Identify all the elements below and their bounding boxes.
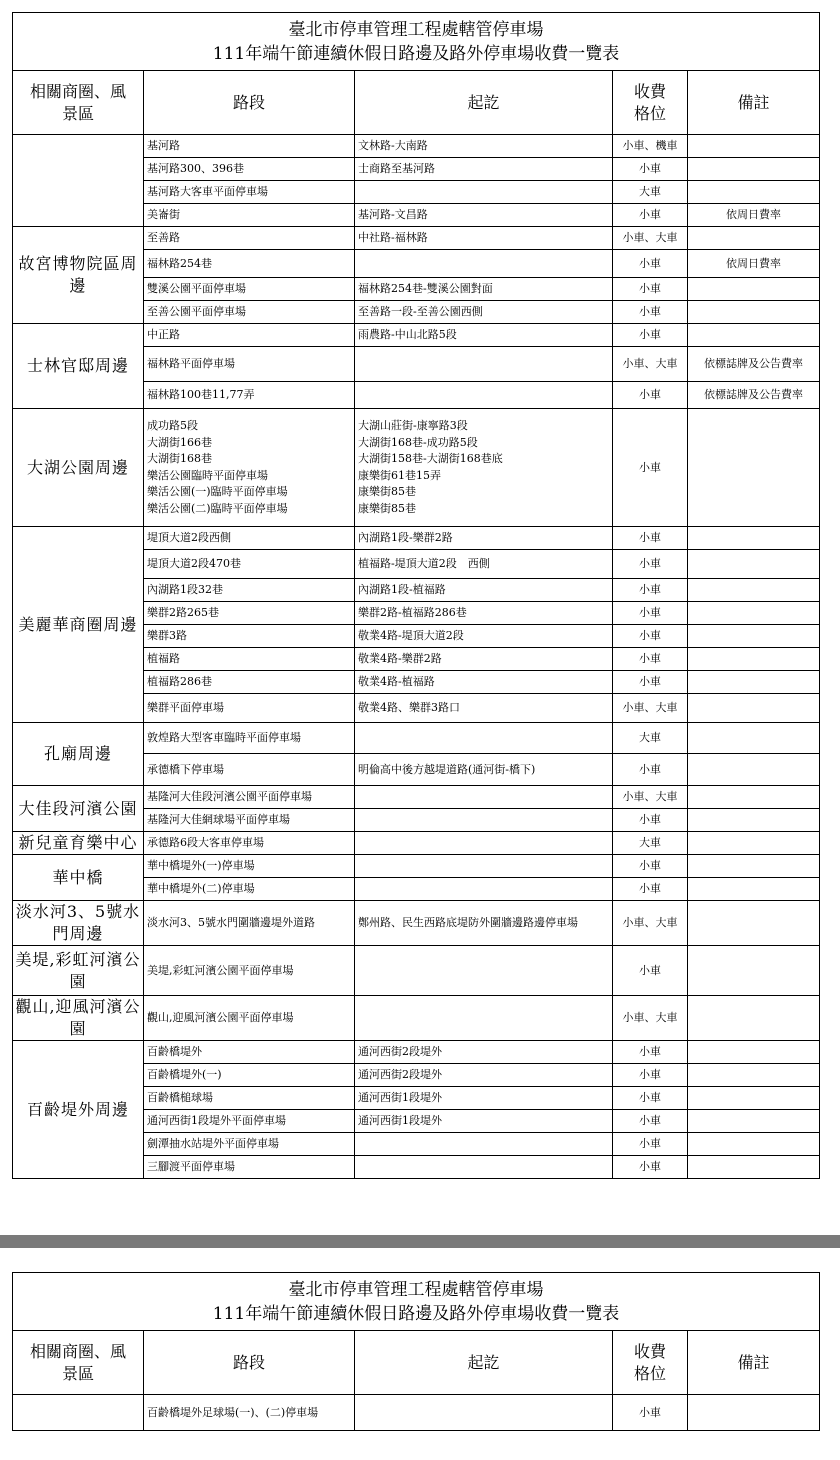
note-cell [688,625,820,648]
road-cell [144,409,355,527]
fee-cell: 大車 [613,832,688,855]
note-cell [688,602,820,625]
range-cell: 植福路-堤頂大道2段 西側 [355,550,613,579]
note-cell [688,809,820,832]
fee-cell: 小車 [613,409,688,527]
fee-cell: 小車 [613,301,688,324]
note-cell [688,527,820,550]
road-cell: 植福路 [144,648,355,671]
area-cell: 美麗華商圈周邊 [13,527,144,723]
note-cell [688,579,820,602]
range-cell: 敬業4路-堤頂大道2段 [355,625,613,648]
fee-cell: 小車 [613,625,688,648]
area-cell: 淡水河3、5號水門周邊 [13,901,144,946]
road-cell: 美堤,彩虹河濱公園平面停車場 [144,946,355,996]
range-cell: 通河西街1段堤外 [355,1110,613,1133]
fee-cell: 小車 [613,527,688,550]
title-line-2: 111年端午節連續休假日路邊及路外停車場收費一覽表 [212,1303,620,1324]
table-row [13,786,820,809]
fee-cell: 大車 [613,723,688,754]
area-cell [13,1395,144,1431]
range-cell [355,347,613,382]
range-cell: 文林路-大南路 [355,135,613,158]
title-row [13,1273,820,1331]
area-cell: 觀山,迎風河濱公園 [13,996,144,1041]
note-cell [688,324,820,347]
area-cell: 故宮博物院區周邊 [13,227,144,324]
road-cell: 百齡橋堤外足球場(一)、(二)停車場 [144,1395,355,1431]
note-cell [688,1395,820,1431]
note-cell [688,832,820,855]
road-cell: 基河路300、396巷 [144,158,355,181]
column-header-road: 路段 [144,1331,355,1395]
range-cell: 內湖路1段-樂群2路 [355,527,613,550]
road-cell: 百齡橋堤外(一) [144,1064,355,1087]
table-row [13,855,820,878]
range-line: 康樂街85巷 [358,485,416,498]
range-cell: 內湖路1段-植福路 [355,579,613,602]
table-row [13,409,820,527]
fee-cell: 大車 [613,181,688,204]
fee-cell: 小車 [613,1041,688,1064]
fee-cell: 小車 [613,1133,688,1156]
fee-cell: 小車 [613,382,688,409]
title-line-1: 臺北市停車管理工程處轄管停車場 [288,19,544,40]
table-row [13,527,820,550]
road-cell: 承德路6段大客車停車場 [144,832,355,855]
road-line: 樂活公園(一)臨時平面停車場 [147,485,288,498]
note-cell [688,135,820,158]
road-cell: 植福路286巷 [144,671,355,694]
range-cell: 樂群2路-植福路286巷 [355,602,613,625]
road-line: 成功路5段 [147,419,198,432]
range-line: 大湖街158巷-大湖街168巷底 [358,452,503,465]
title-line-1: 臺北市停車管理工程處轄管停車場 [288,1279,544,1300]
note-cell [688,878,820,901]
range-cell [355,723,613,754]
column-header-road: 路段 [144,71,355,135]
road-cell: 基隆河大佳網球場平面停車場 [144,809,355,832]
note-cell [688,1064,820,1087]
area-cell: 大佳段河濱公園 [13,786,144,832]
road-cell: 樂群3路 [144,625,355,648]
column-header-note: 備註 [688,1331,820,1395]
fee-cell: 小車、大車 [613,786,688,809]
road-cell: 基隆河大佳段河濱公園平面停車場 [144,786,355,809]
range-cell [355,946,613,996]
note-cell: 依周日費率 [688,250,820,278]
road-cell: 美崙街 [144,204,355,227]
range-cell: 中社路-福林路 [355,227,613,250]
range-cell: 至善路一段-至善公園西側 [355,301,613,324]
note-cell: 依周日費率 [688,204,820,227]
road-cell: 堤頂大道2段470巷 [144,550,355,579]
note-cell [688,158,820,181]
range-cell: 雨農路-中山北路5段 [355,324,613,347]
range-line: 大湖街168巷-成功路5段 [358,435,478,449]
road-cell: 百齡橋堤外 [144,1041,355,1064]
range-line: 康樂街85巷 [358,501,416,515]
road-cell: 福林路平面停車場 [144,347,355,382]
note-cell [688,1133,820,1156]
road-cell: 百齡橋槌球場 [144,1087,355,1110]
note-cell [688,855,820,878]
range-cell: 通河西街1段堤外 [355,1087,613,1110]
range-cell [355,409,613,527]
page-divider [0,1235,840,1248]
road-line: 大湖街168巷 [147,452,212,465]
note-cell [688,996,820,1041]
document-title [13,1273,820,1331]
range-line: 康樂街61巷15弄 [358,468,441,482]
note-cell [688,1041,820,1064]
note-cell [688,278,820,301]
range-cell [355,786,613,809]
table-row [13,996,820,1041]
note-cell [688,694,820,723]
note-cell [688,648,820,671]
fee-cell: 小車 [613,855,688,878]
note-cell [688,301,820,324]
note-cell: 依標誌牌及公告費率 [688,347,820,382]
table-row [13,723,820,754]
road-cell: 堤頂大道2段西側 [144,527,355,550]
range-cell: 基河路-文昌路 [355,204,613,227]
header-row [13,71,820,135]
parking-fee-table-continued [12,1272,820,1431]
title-line-2: 111年端午節連續休假日路邊及路外停車場收費一覽表 [212,43,620,64]
road-cell: 通河西街1段堤外平面停車場 [144,1110,355,1133]
area-cell: 華中橋 [13,855,144,901]
fee-cell: 小車、大車 [613,347,688,382]
column-header-fee: 收費格位 [613,1331,688,1395]
road-cell: 觀山,迎風河濱公園平面停車場 [144,996,355,1041]
road-cell: 雙溪公園平面停車場 [144,278,355,301]
range-cell: 敬業4路-樂群2路 [355,648,613,671]
road-cell: 至善路 [144,227,355,250]
road-cell: 華中橋堤外(一)停車場 [144,855,355,878]
area-cell: 美堤,彩虹河濱公園 [13,946,144,996]
note-cell [688,901,820,946]
column-header-fee: 收費格位 [613,71,688,135]
road-cell: 樂群2路265巷 [144,602,355,625]
note-cell [688,550,820,579]
fee-cell: 小車 [613,671,688,694]
fee-cell: 小車 [613,250,688,278]
range-cell [355,382,613,409]
range-cell [355,1133,613,1156]
road-cell: 樂群平面停車場 [144,694,355,723]
note-cell [688,946,820,996]
range-cell [355,996,613,1041]
column-header-range: 起訖 [355,71,613,135]
table-row [13,832,820,855]
range-cell: 通河西街2段堤外 [355,1041,613,1064]
road-cell: 內湖路1段32巷 [144,579,355,602]
column-header-range: 起訖 [355,1331,613,1395]
area-cell [13,135,144,227]
range-cell: 敬業4路、樂群3路口 [355,694,613,723]
fee-cell: 小車 [613,1087,688,1110]
fee-cell: 小車、大車 [613,694,688,723]
range-cell [355,1395,613,1431]
table-row [13,901,820,946]
column-header-area: 相關商圈、風景區 [13,71,144,135]
document-title [13,13,820,71]
parking-fee-table [12,12,820,1179]
note-cell [688,227,820,250]
fee-cell: 小車 [613,158,688,181]
table-row [13,1041,820,1064]
range-cell: 鄭州路、民生西路底堤防外圍牆邊路邊停車場 [355,901,613,946]
road-cell: 承德橋下停車場 [144,754,355,786]
fee-cell: 小車 [613,1110,688,1133]
road-cell: 基河路 [144,135,355,158]
fee-cell: 小車 [613,204,688,227]
fee-cell: 小車 [613,1156,688,1179]
fee-cell: 小車、大車 [613,996,688,1041]
road-cell: 中正路 [144,324,355,347]
header-row [13,1331,820,1395]
fee-cell: 小車 [613,809,688,832]
note-cell [688,754,820,786]
fee-cell: 小車、大車 [613,901,688,946]
fee-cell: 小車 [613,1064,688,1087]
fee-cell: 小車 [613,278,688,301]
table-row [13,1395,820,1431]
note-cell [688,723,820,754]
range-cell [355,250,613,278]
range-cell [355,855,613,878]
range-cell [355,181,613,204]
note-cell [688,786,820,809]
area-cell: 孔廟周邊 [13,723,144,786]
road-cell: 淡水河3、5號水門圍牆邊堤外道路 [144,901,355,946]
area-cell: 士林官邸周邊 [13,324,144,409]
road-cell: 至善公園平面停車場 [144,301,355,324]
area-cell: 百齡堤外周邊 [13,1041,144,1179]
note-cell [688,671,820,694]
document-page-2 [0,1260,840,1460]
range-cell: 福林路254巷-雙溪公園對面 [355,278,613,301]
note-cell: 依標誌牌及公告費率 [688,382,820,409]
column-header-note: 備註 [688,71,820,135]
fee-cell: 小車 [613,754,688,786]
road-cell: 基河路大客車平面停車場 [144,181,355,204]
table-row [13,946,820,996]
fee-cell: 小車 [613,324,688,347]
column-header-area: 相關商圈、風景區 [13,1331,144,1395]
note-cell [688,409,820,527]
road-cell: 福林路254巷 [144,250,355,278]
road-cell: 劍潭抽水站堤外平面停車場 [144,1133,355,1156]
note-cell [688,1156,820,1179]
page-gap [0,1190,840,1260]
table-row [13,324,820,347]
fee-cell: 小車 [613,1395,688,1431]
range-cell: 明倫高中後方越堤道路(通河街-橋下) [355,754,613,786]
range-cell [355,809,613,832]
table-row [13,135,820,158]
note-cell [688,1087,820,1110]
range-cell: 敬業4路-植福路 [355,671,613,694]
area-cell: 新兒童育樂中心 [13,832,144,855]
road-cell: 福林路100巷11,77弄 [144,382,355,409]
fee-cell: 小車、大車 [613,227,688,250]
fee-cell: 小車 [613,946,688,996]
fee-cell: 小車、機車 [613,135,688,158]
range-cell: 士商路至基河路 [355,158,613,181]
fee-cell: 小車 [613,878,688,901]
road-cell: 三腳渡平面停車場 [144,1156,355,1179]
road-line: 大湖街166巷 [147,435,212,449]
note-cell [688,181,820,204]
fee-cell: 小車 [613,579,688,602]
fee-cell: 小車 [613,648,688,671]
road-cell: 敦煌路大型客車臨時平面停車場 [144,723,355,754]
title-row [13,13,820,71]
note-cell [688,1110,820,1133]
range-cell [355,1156,613,1179]
range-cell [355,832,613,855]
range-cell [355,878,613,901]
road-cell: 華中橋堤外(二)停車場 [144,878,355,901]
range-cell: 通河西街2段堤外 [355,1064,613,1087]
table-row [13,227,820,250]
road-line: 樂活公園臨時平面停車場 [147,468,268,482]
fee-cell: 小車 [613,602,688,625]
area-cell: 大湖公園周邊 [13,409,144,527]
road-line: 樂活公園(二)臨時平面停車場 [147,501,288,515]
fee-cell: 小車 [613,550,688,579]
range-line: 大湖山莊街-康寧路3段 [358,419,468,432]
